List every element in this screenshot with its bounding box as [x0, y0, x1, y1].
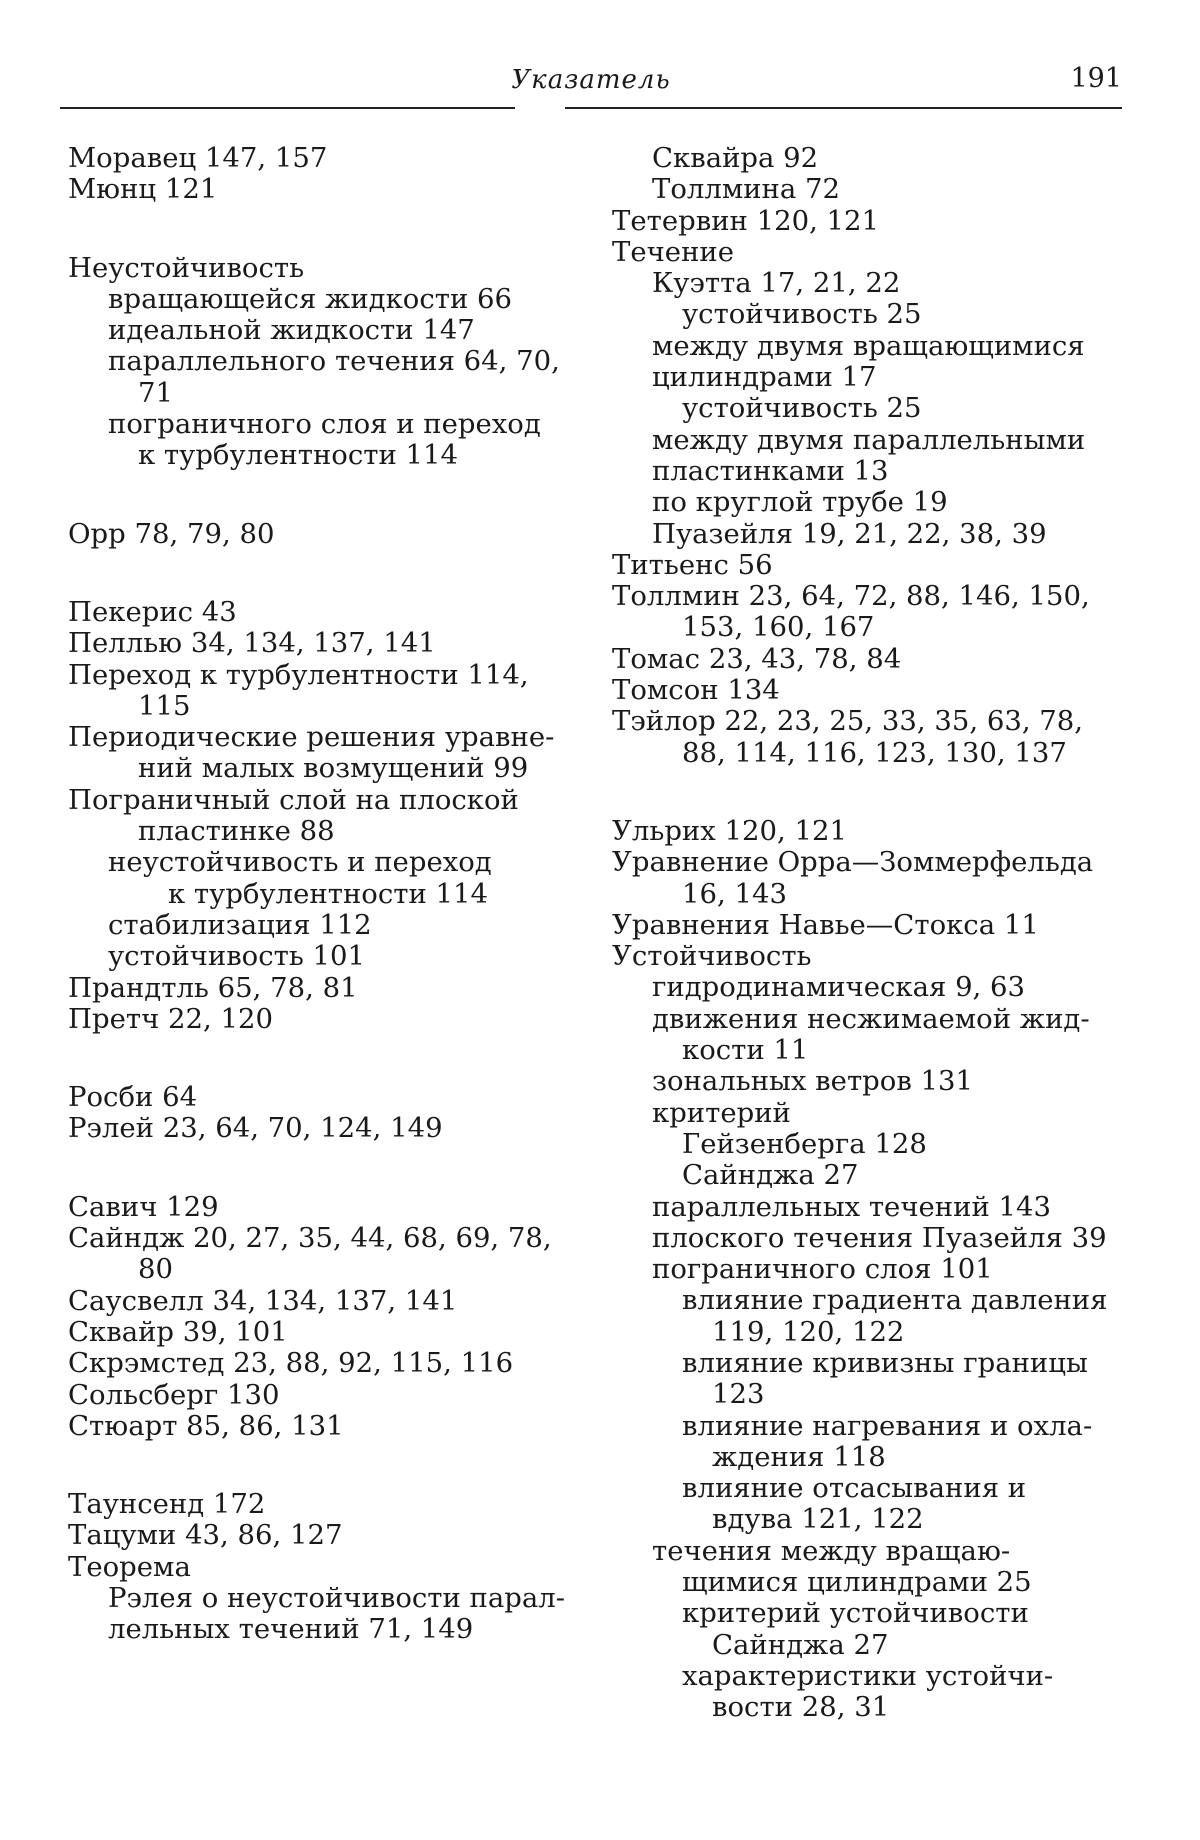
index-entry: Росби 64	[68, 1081, 198, 1114]
index-entry: пластинками 13	[652, 454, 889, 487]
index-entry: гидродинамическая 9, 63	[652, 971, 1026, 1004]
section-gap	[68, 1035, 568, 1082]
index-entry: Скрэмстед 23, 88, 92, 115, 116	[68, 1347, 514, 1380]
index-column-left	[68, 143, 568, 1646]
page-header	[60, 55, 1122, 105]
section-gap	[68, 472, 568, 519]
section-gap	[68, 1442, 568, 1489]
index-entry: критерий	[652, 1096, 791, 1129]
index-entry: плоского течения Пуазейля 39	[652, 1221, 1107, 1254]
section-gap	[68, 1145, 568, 1192]
index-entry: Титьенс 56	[612, 548, 773, 581]
header-rule-left	[60, 107, 515, 109]
index-entry: устойчивость 25	[682, 392, 922, 425]
index-entry: Прандтль 65, 78, 81	[68, 971, 358, 1004]
section-gap	[68, 550, 568, 597]
running-title: Указатель	[511, 65, 671, 95]
index-entry: Сайнджа 27	[682, 1159, 859, 1192]
index-entry: вости 28, 31	[712, 1691, 890, 1724]
index-entry: Устойчивость	[612, 940, 812, 973]
index-entry: влияние нагревания и охла-	[682, 1409, 1093, 1442]
index-entry: Орр 78, 79, 80	[68, 517, 275, 550]
index-entry: пластинке 88	[138, 815, 335, 848]
index-entry: 80	[138, 1253, 173, 1286]
index-entry: Сольсберг 130	[68, 1378, 280, 1411]
index-entry: Куэтта 17, 21, 22	[652, 267, 901, 300]
index-entry: критерий устойчивости	[682, 1597, 1029, 1630]
index-entry: 153, 160, 167	[682, 611, 875, 644]
index-entry: устойчивость 101	[108, 940, 366, 973]
index-entry: Савич 129	[68, 1190, 219, 1223]
index-entry: ждения 118	[712, 1440, 886, 1473]
index-entry: Переход к турбулентности 114,	[68, 658, 529, 691]
index-entry: Уравнения Навье—Стокса 11	[612, 908, 1039, 941]
index-entry: влияние кривизны границы	[682, 1346, 1088, 1379]
index-entry: Таунсенд 172	[68, 1488, 266, 1521]
index-entry: Претч 22, 120	[68, 1002, 273, 1035]
index-entry: Стюарт 85, 86, 131	[68, 1409, 344, 1442]
index-entry: 123	[712, 1378, 765, 1411]
index-entry: Рэлея о неустойчивости парал-	[108, 1581, 566, 1614]
index-entry: Мюнц 121	[68, 173, 218, 206]
index-entry: 16, 143	[682, 877, 787, 910]
index-entry: пограничного слоя и переход	[108, 408, 541, 441]
index-entry: параллельных течений 143	[652, 1190, 1052, 1223]
index-entry: параллельного течения 64, 70,	[108, 345, 560, 378]
index-entry: Неустойчивость	[68, 251, 305, 284]
index-entry: Тетервин 120, 121	[612, 204, 880, 237]
index-entry: Тацуми 43, 86, 127	[68, 1519, 343, 1552]
index-entry: к турбулентности 114	[168, 877, 489, 910]
index-entry: течения между вращаю-	[652, 1534, 1011, 1567]
index-entry: устойчивость 25	[682, 298, 922, 331]
index-entry: Рэлей 23, 64, 70, 124, 149	[68, 1112, 443, 1145]
index-entry: Саусвелл 34, 134, 137, 141	[68, 1284, 458, 1317]
index-entry: Сквайра 92	[652, 142, 819, 174]
index-entry: вдува 121, 122	[712, 1503, 924, 1536]
index-entry: пограничного слоя 101	[652, 1253, 993, 1286]
index-entry: Ульрих 120, 121	[612, 814, 847, 847]
index-entry: Толлмина 72	[652, 173, 841, 206]
index-entry: Сайнджа 27	[712, 1628, 889, 1661]
index-entry: зональных ветров 131	[652, 1065, 974, 1098]
index-entry: влияние отсасывания и	[682, 1472, 1027, 1505]
index-entry: движения несжимаемой жид-	[652, 1002, 1090, 1035]
index-entry: 119, 120, 122	[712, 1315, 905, 1348]
index-entry: Периодические решения уравне-	[68, 721, 555, 754]
index-entry: Течение	[612, 235, 735, 268]
index-entry: Тэйлор 22, 23, 25, 33, 35, 63, 78,	[612, 705, 1084, 738]
index-entry: характеристики устойчи-	[682, 1659, 1054, 1692]
index-entry: Пеллью 34, 134, 137, 141	[68, 627, 436, 660]
index-entry: цилиндрами 17	[652, 361, 877, 394]
index-entry: ний малых возмущений 99	[138, 752, 529, 785]
index-entry: между двумя параллельными	[652, 423, 1086, 456]
index-entry: между двумя вращающимися	[652, 329, 1085, 362]
index-entry: Гейзенберга 128	[682, 1127, 927, 1160]
index-entry: Томас 23, 43, 78, 84	[612, 642, 902, 675]
index-entry: вращающейся жидкости 66	[108, 282, 513, 315]
index-entry: по круглой трубе 19	[652, 486, 948, 519]
index-entry: Толлмин 23, 64, 72, 88, 146, 150,	[612, 580, 1090, 613]
index-entry: идеальной жидкости 147	[108, 314, 475, 347]
page-number: 191	[1070, 63, 1122, 94]
index-entry: к турбулентности 114	[138, 439, 459, 472]
index-entry: Томсон 134	[612, 674, 780, 707]
section-gap	[68, 206, 568, 253]
index-entry: лельных течений 71, 149	[108, 1613, 474, 1646]
index-entry: влияние градиента давления	[682, 1284, 1108, 1317]
index-column-right	[612, 143, 1117, 1724]
index-entry: Пуазейля 19, 21, 22, 38, 39	[652, 517, 1047, 550]
index-entry: Уравнение Орра—Зоммерфельда	[612, 846, 1094, 879]
index-entry: стабилизация 112	[108, 908, 372, 941]
index-entry: 88, 114, 116, 123, 130, 137	[682, 736, 1067, 769]
index-entry: Теорема	[68, 1550, 191, 1583]
index-entry: Пограничный слой на плоской	[68, 783, 519, 816]
index-entry: 71	[138, 376, 173, 409]
index-entry: Сквайр 39, 101	[68, 1315, 288, 1348]
index-entry: 115	[138, 689, 191, 722]
index-entry: Сайндж 20, 27, 35, 44, 68, 69, 78,	[68, 1222, 552, 1255]
index-entry: Моравец 147, 157	[68, 142, 328, 174]
section-gap	[612, 769, 1117, 816]
header-rule-right	[565, 107, 1122, 109]
index-entry: Пекерис 43	[68, 595, 237, 628]
index-entry: кости 11	[682, 1034, 809, 1067]
index-entry: неустойчивость и переход	[108, 846, 492, 879]
index-entry: щимися цилиндрами 25	[682, 1566, 1032, 1599]
